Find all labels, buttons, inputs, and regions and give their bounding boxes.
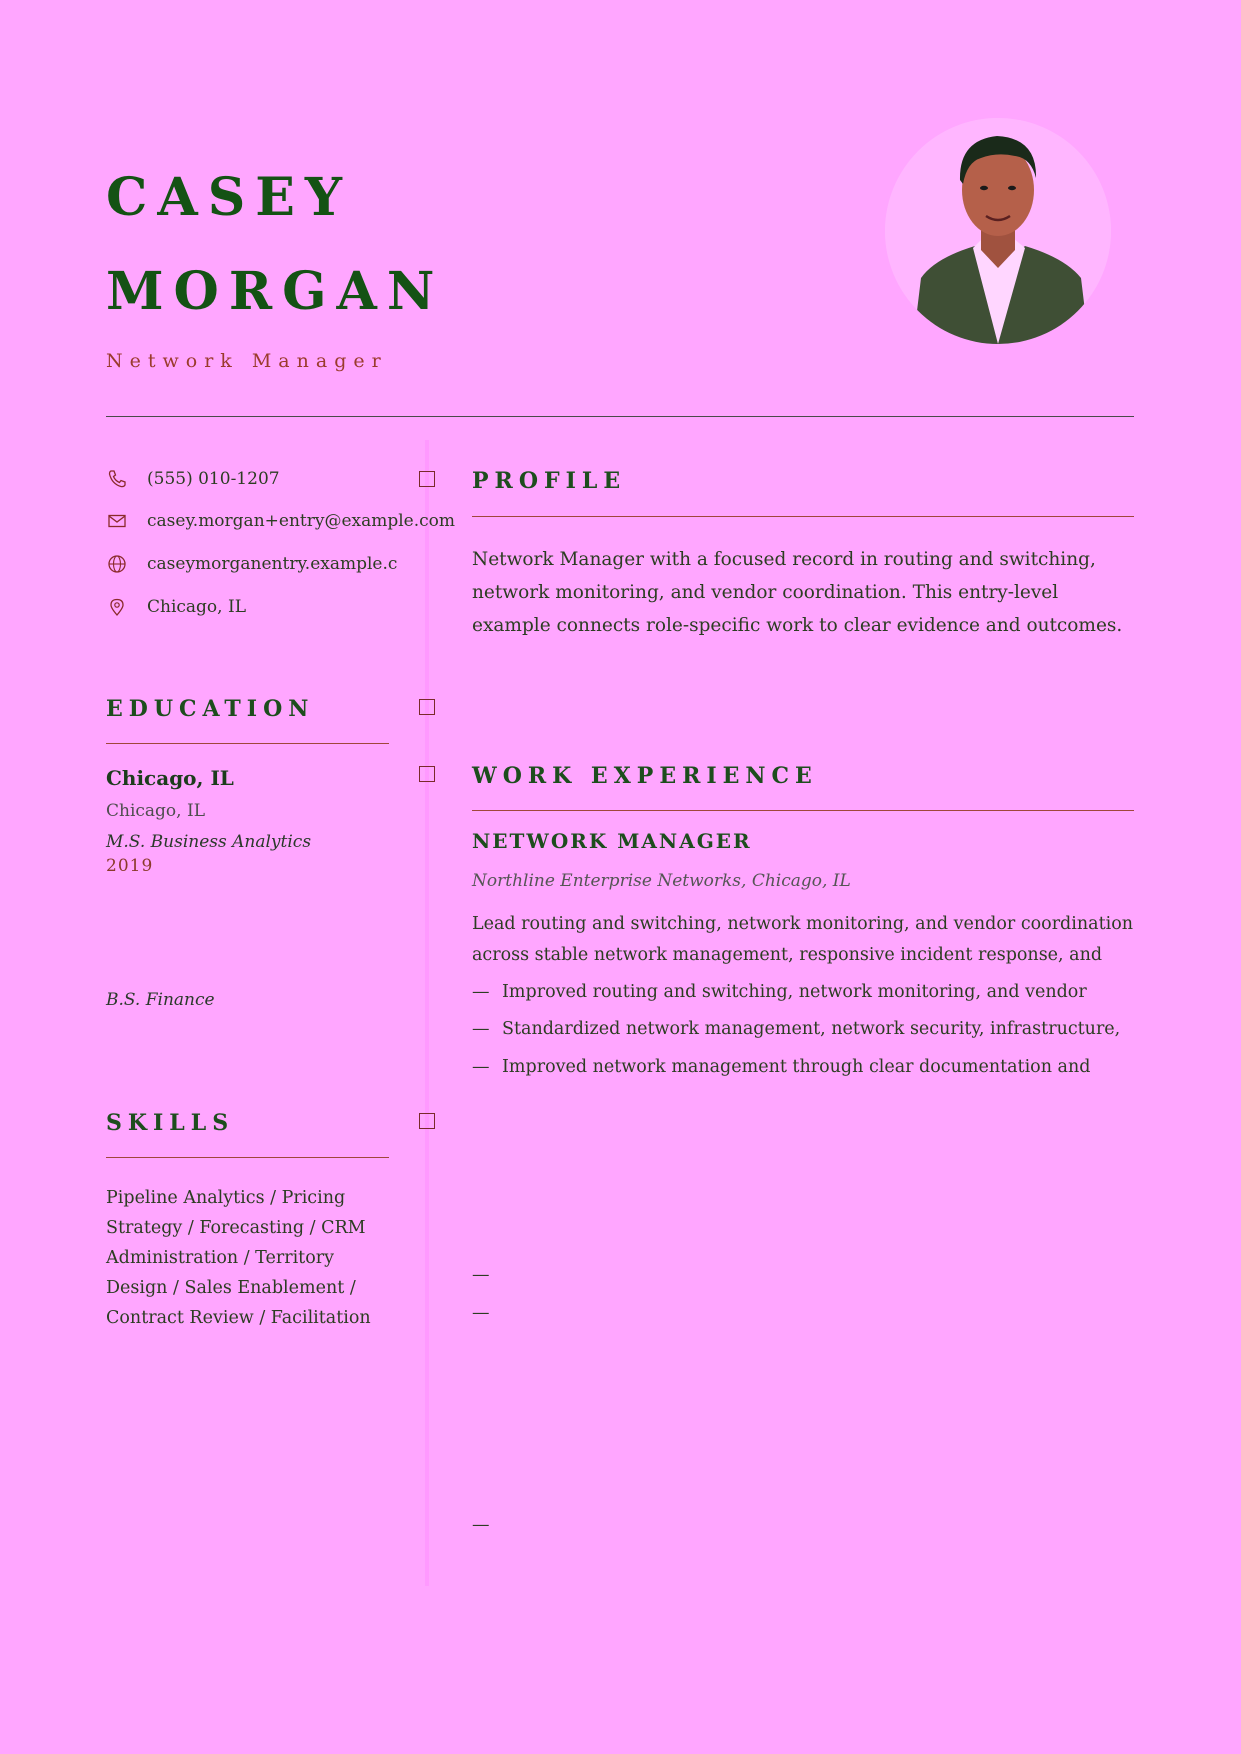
last-name: MORGAN (106, 261, 445, 322)
profile-rule (472, 516, 1134, 517)
skills-rule (106, 1157, 389, 1158)
column-divider (425, 440, 429, 1586)
portrait-image (885, 118, 1111, 344)
bullet-dash: — (472, 1019, 490, 1039)
education-degree-bs: B.S. Finance (106, 990, 215, 1010)
profile-heading: PROFILE (472, 468, 627, 494)
header-divider (106, 416, 1134, 417)
profile-summary: Network Manager with a focused record in routing and switching, network monitoring, and vendor coordination. This entry-level example connects role-specific work to clear evidence and outcomes. (472, 549, 1123, 636)
education-degree-ms: M.S. Business Analytics (106, 832, 312, 852)
contact-email (106, 508, 455, 534)
section-marker-skills (419, 1113, 435, 1129)
contact-location (106, 594, 246, 620)
phone-text[interactable]: (555) 010-1207 (147, 469, 280, 489)
experience-heading: WORK EXPERIENCE (472, 763, 818, 789)
bullet-text: Standardized network management, network security, infrastructure, (502, 1019, 1121, 1039)
job-description: Lead routing and switching, network monitoring, and vendor coordination across stable network management, responsive incident response, and (472, 914, 1134, 965)
experience-rule (472, 810, 1134, 811)
education-year: 2019 (106, 856, 154, 876)
contact-website (106, 551, 397, 577)
job-bullet (472, 1014, 1132, 1044)
section-marker-education (419, 699, 435, 715)
globe-icon (106, 553, 128, 575)
education-rule (106, 743, 389, 744)
phone-icon (106, 468, 128, 490)
job-role: Network Manager (106, 350, 388, 372)
empty-bullet-dash: — (472, 1515, 490, 1535)
first-name: CASEY (106, 167, 353, 228)
job-company: Northline Enterprise Networks, Chicago, IL (472, 871, 851, 891)
contact-phone (106, 466, 280, 492)
bullet-text: Improved network management through clear documentation and (502, 1057, 1091, 1077)
profile-photo (885, 118, 1111, 344)
education-school: Chicago, IL (106, 766, 234, 790)
section-marker-experience (419, 766, 435, 782)
empty-bullet-dash: — (472, 1265, 490, 1285)
bullet-dash: — (472, 1057, 490, 1077)
mail-icon (106, 510, 128, 532)
location-pin-icon (106, 596, 128, 618)
education-city: Chicago, IL (106, 801, 205, 821)
job-title: NETWORK MANAGER (472, 829, 752, 853)
skills-list: Pipeline Analytics / Pricing Strategy / Forecasting / CRM Administration / Territory Design / Sales Enablement / Contract Review / Facilitation (106, 1188, 371, 1328)
job-bullet (472, 1052, 1132, 1082)
location-text: Chicago, IL (147, 597, 246, 617)
website-text[interactable]: caseymorganentry.example.c (147, 554, 398, 574)
bullet-dash: — (472, 982, 490, 1002)
education-heading: EDUCATION (106, 696, 315, 722)
bullet-text: Improved routing and switching, network monitoring, and vendor (502, 982, 1087, 1002)
job-bullet (472, 977, 1132, 1007)
section-marker-profile (419, 471, 435, 487)
skills-heading: SKILLS (106, 1110, 235, 1136)
empty-bullet-dash: — (472, 1303, 490, 1323)
email-text[interactable]: casey.morgan+entry@example.com (147, 511, 456, 531)
